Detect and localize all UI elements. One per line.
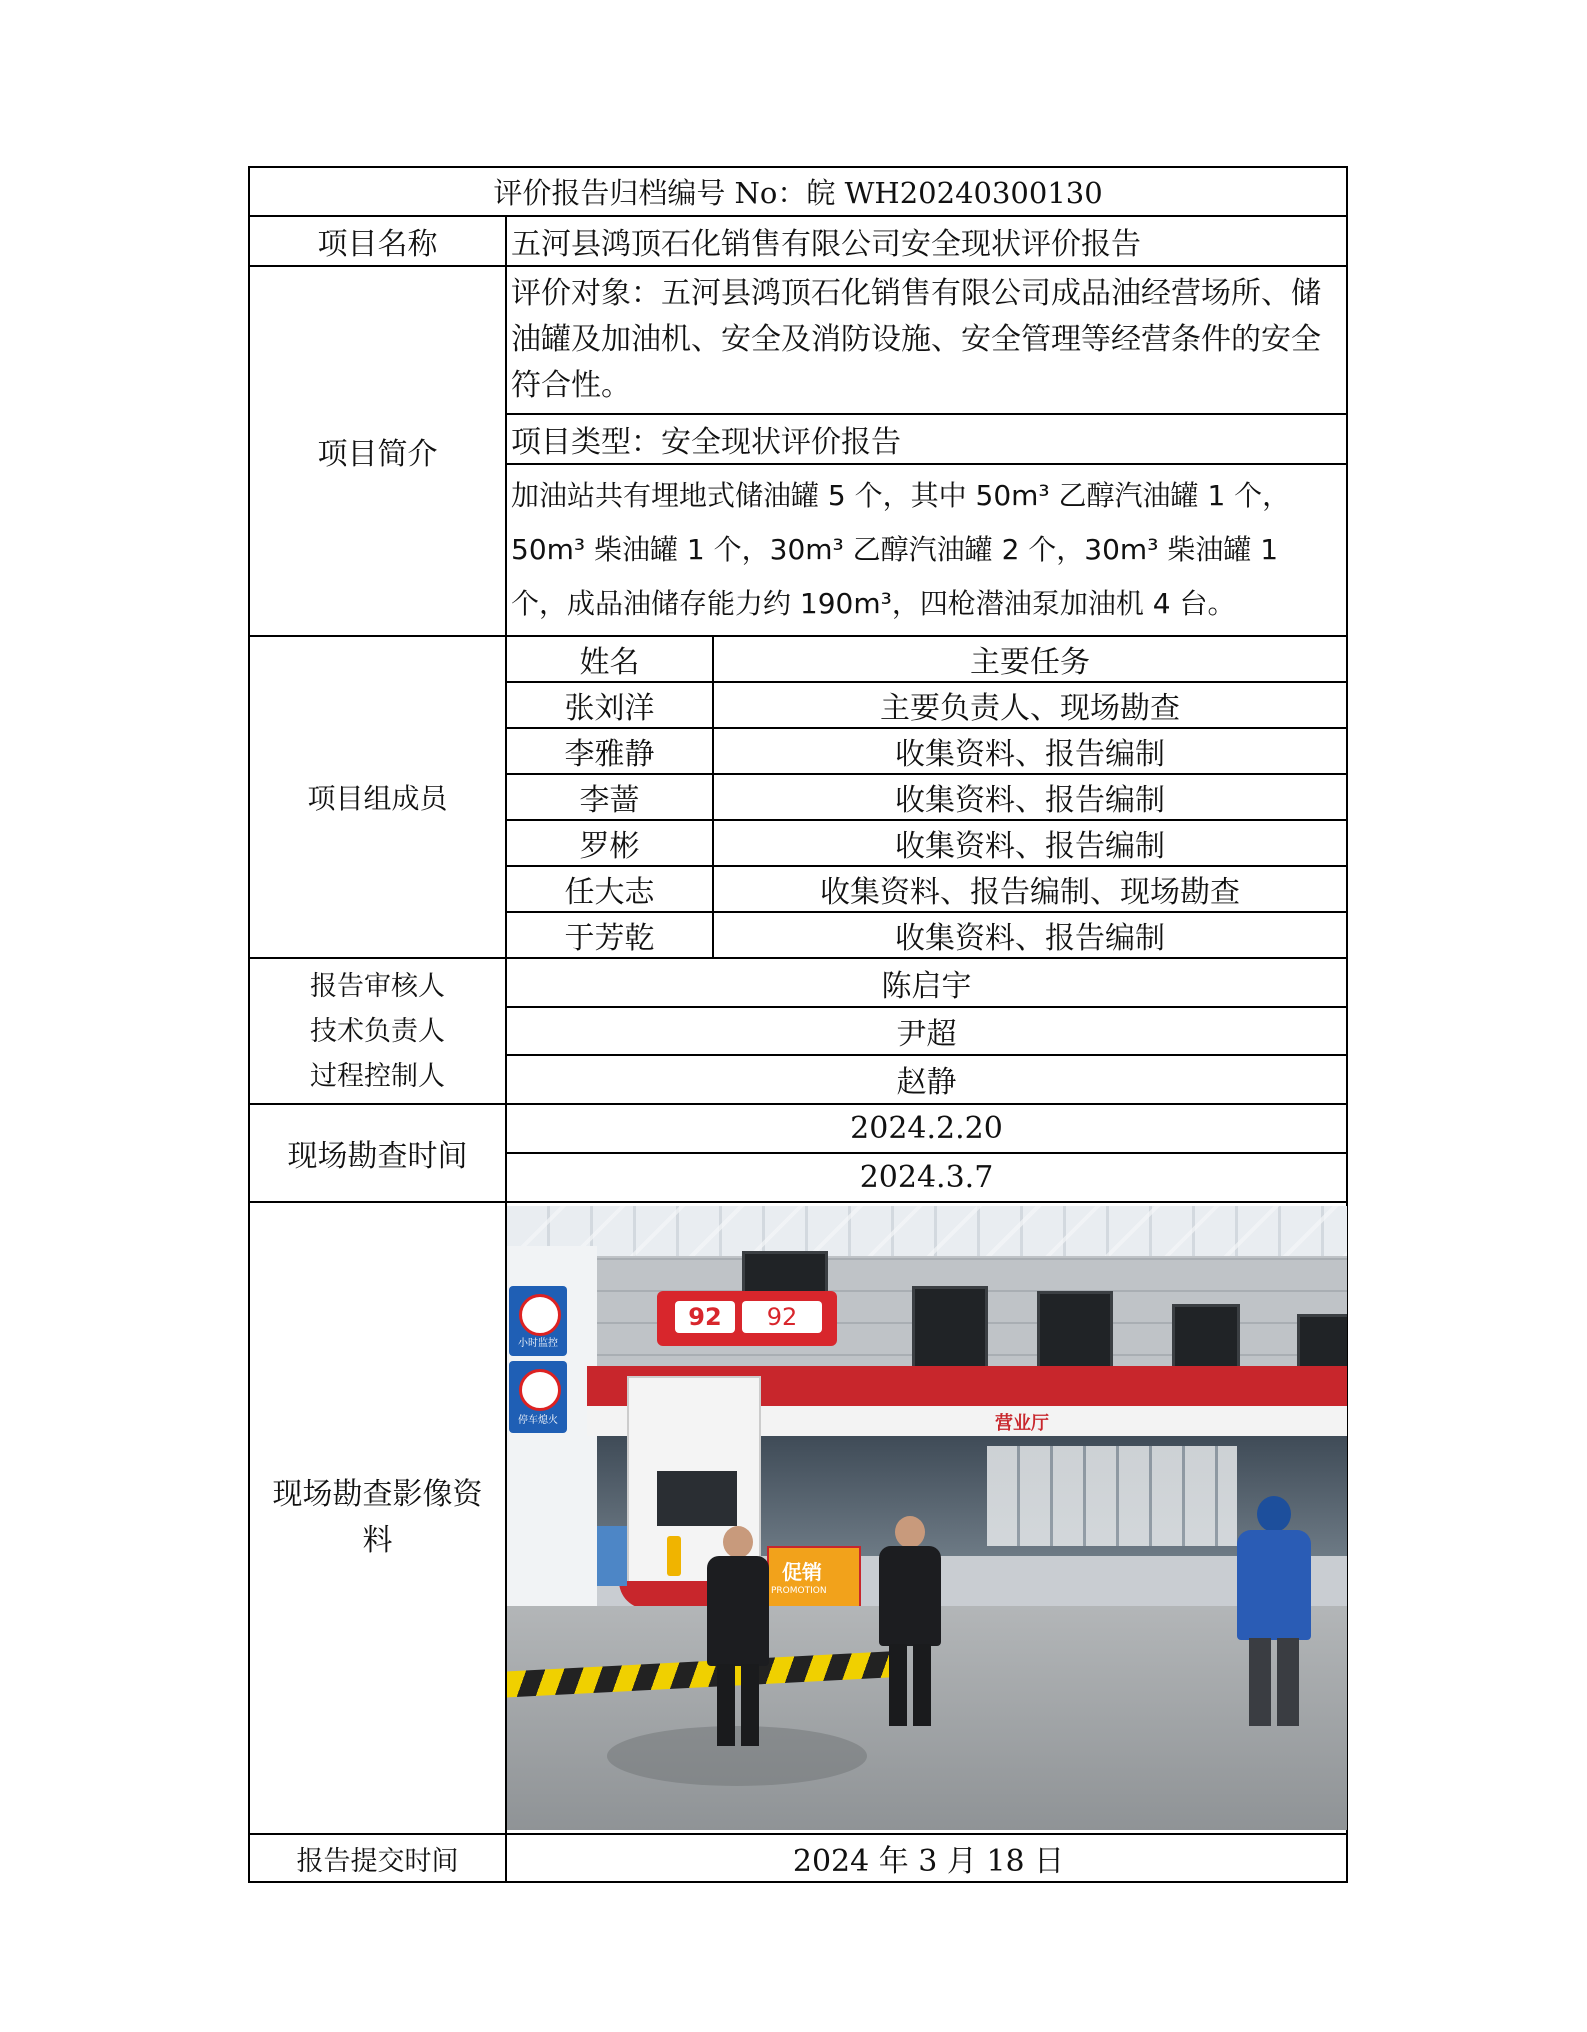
pump-grade-label: 92	[675, 1301, 735, 1333]
project-type: 项目类型：安全现状评价报告	[506, 414, 1347, 464]
survey-time-values	[506, 1104, 1347, 1202]
table-row	[507, 774, 1346, 820]
header-task: 主要任务	[713, 637, 1346, 682]
member-name: 任大志	[507, 866, 713, 912]
member-task: 收集资料、报告编制	[713, 728, 1346, 774]
evaluation-record-sheet	[248, 166, 1346, 1883]
store-sign: 营业厅	[995, 1413, 1049, 1434]
member-name: 于芳乾	[507, 912, 713, 957]
table-row	[507, 866, 1346, 912]
members-label: 项目组成员	[249, 636, 506, 958]
station-description: 加油站共有埋地式储油罐 5 个，其中 50m³ 乙醇汽油罐 1 个，50m³ 柴油罐 1 个，30m³ 乙醇汽油罐 2 个，30m³ 柴油罐 1 个，成品油储存能力约 190m³，四枪潜油泵加油机 4 台。	[506, 464, 1347, 636]
window	[912, 1286, 988, 1370]
header-name: 姓名	[507, 637, 713, 682]
members-header-row	[507, 637, 1346, 682]
survey-photo-cell	[506, 1202, 1347, 1834]
member-task: 主要负责人、现场勘查	[713, 682, 1346, 728]
member-name: 罗彬	[507, 820, 713, 866]
project-intro-label: 项目简介	[249, 266, 506, 636]
evaluation-object: 评价对象：五河县鸿顶石化销售有限公司成品油经营场所、储油罐及加油机、安全及消防设施、安全管理等经营条件的安全符合性。	[506, 266, 1347, 414]
project-name-label: 项目名称	[249, 216, 506, 266]
submit-time-value: 2024 年 3 月 18 日	[506, 1834, 1347, 1882]
survey-photo-label: 现场勘查影像资料	[249, 1202, 506, 1834]
person-3	[1237, 1496, 1311, 1726]
tech-lead-label: 技术负责人	[310, 1015, 445, 1047]
camera-icon	[519, 1294, 561, 1336]
person-1	[707, 1526, 769, 1746]
reviewer-value: 陈启宇	[507, 960, 1346, 1007]
dispenser-display	[657, 1471, 737, 1526]
survey-photo	[507, 1206, 1347, 1830]
reviewer-labels	[249, 958, 506, 1104]
member-task: 收集资料、报告编制	[713, 774, 1346, 820]
member-task: 收集资料、报告编制	[895, 921, 1165, 956]
process-controller-label: 过程控制人	[310, 1060, 445, 1092]
tech-lead-value: 尹超	[507, 1007, 1346, 1055]
reviewer-label: 报告审核人	[310, 970, 445, 1002]
survey-dates-table	[507, 1105, 1346, 1201]
record-table	[248, 166, 1348, 1883]
table-row	[507, 728, 1346, 774]
survey-date: 2024.2.20	[507, 1105, 1346, 1153]
goods-stack	[597, 1526, 627, 1586]
reviewer-values	[506, 958, 1347, 1104]
submit-time-label: 报告提交时间	[249, 1834, 506, 1882]
reviewer-values-table	[507, 960, 1346, 1102]
members-cell	[506, 636, 1347, 958]
monitor-sign-text: 小时监控	[518, 1338, 558, 1349]
process-controller-value: 赵静	[896, 1065, 957, 1100]
pump-grade-label: 92	[742, 1301, 822, 1333]
nozzle-icon	[667, 1536, 681, 1576]
table-row	[507, 912, 1346, 957]
window	[1037, 1291, 1113, 1375]
promotion-subtext: PROMOTION	[771, 1586, 827, 1596]
promotion-text: 促销	[782, 1560, 822, 1584]
car-icon	[519, 1369, 561, 1411]
canopy-beams	[507, 1206, 1347, 1261]
table-row	[507, 682, 1346, 728]
survey-date: 2024.3.7	[859, 1160, 994, 1195]
survey-time-label: 现场勘查时间	[249, 1104, 506, 1202]
members-table	[507, 637, 1346, 957]
engine-off-sign-text: 停车熄火	[518, 1415, 558, 1426]
member-name: 张刘洋	[507, 682, 713, 728]
store-interior	[987, 1446, 1237, 1546]
member-task: 收集资料、报告编制	[713, 820, 1346, 866]
person-2	[879, 1516, 941, 1726]
table-row	[507, 820, 1346, 866]
project-name-value: 五河县鸿顶石化销售有限公司安全现状评价报告	[506, 216, 1347, 266]
archive-number: 评价报告归档编号 No：皖 WH20240300130	[249, 167, 1347, 216]
member-task: 收集资料、报告编制、现场勘查	[713, 866, 1346, 912]
member-name: 李蔷	[507, 774, 713, 820]
member-name: 李雅静	[507, 728, 713, 774]
